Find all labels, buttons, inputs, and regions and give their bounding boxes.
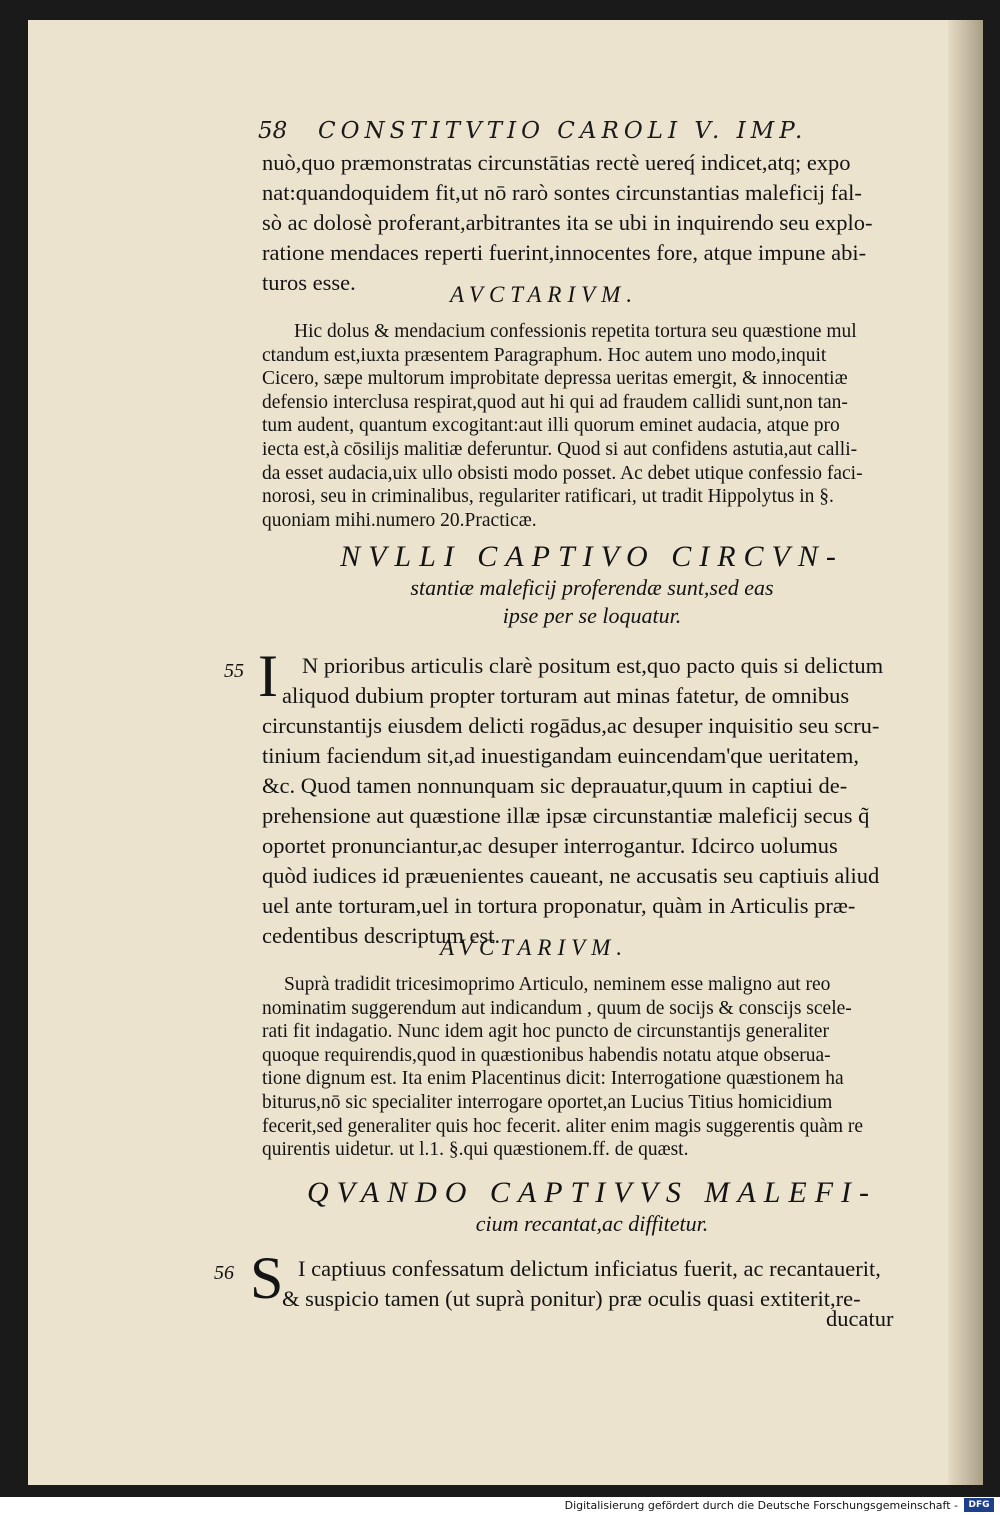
text-line: cedentibus descriptum est.	[262, 923, 501, 948]
catchword: ducatur	[826, 1306, 894, 1331]
text-line: prehensione aut quæstione illæ ipsæ circunstantiæ maleficij secus q̃	[262, 803, 870, 828]
running-head-title: CONSTITVTIO CAROLI V. IMP.	[318, 118, 808, 144]
text-line: Suprà tradidit tricesimoprimo Articulo, neminem esse maligno aut reo	[284, 974, 831, 995]
page-gutter	[948, 20, 983, 1485]
footer-text: Digitalisierung gefördert durch die Deutsche Forschungsgemeinschaft -	[564, 1499, 958, 1512]
text-line: ctandum est,iuxta præsentem Paragraphum. Hoc autem uno modo,inquit	[262, 344, 827, 366]
text-line: fecerit,sed generaliter quis hoc fecerit. aliter enim magis suggerentis quàm re	[262, 1115, 864, 1137]
paragraph-56	[262, 1254, 922, 1314]
text-line: da esset audacia,uix ullo obsisti modo posset. Ac debet utique confessio faci-	[262, 462, 863, 484]
text-line: oportet pronunciantur,ac desuper interrogantur. Idcirco uolumus	[262, 833, 838, 858]
section-heading-1	[262, 540, 922, 630]
text-line: aliquod dubium propter torturam aut minas fatetur, de omnibus	[282, 683, 850, 708]
text-line: quirentis uidetur. ut l.1. §.qui quæstionem.ff. de quæst.	[262, 1139, 689, 1161]
text-line: quoque requirendis,quod in quæstionibus habendis notatu atque obserua-	[262, 1044, 831, 1066]
text-line: rati fit indagatio. Nunc idem agit hoc puncto de circunstantijs generaliter	[262, 1021, 829, 1043]
text-line: nominatim suggerendum aut indicandum , quum de socijs & conscijs scele-	[262, 997, 852, 1019]
auctarium-heading-2: AVCTARIVM.	[440, 935, 629, 960]
text-line: biturus,nō sic specialiter interrogare oportet,an Lucius Titius homicidium	[262, 1091, 833, 1113]
drop-cap-1: I	[258, 643, 278, 709]
text-line: quoniam mihi.numero 20.Practicæ.	[262, 509, 537, 531]
text-line: ratione mendaces reperti fuerint,innocentes fore, atque impune abi-	[262, 240, 867, 265]
auctarium-paragraph-1	[262, 320, 922, 532]
heading-line: stantiæ maleficij proferendæ sunt,sed eas	[410, 575, 774, 600]
section-heading-2	[262, 1176, 922, 1238]
margin-number-55: 55	[224, 660, 244, 682]
text-line: nat:quandoquidem fit,ut nō rarò sontes circunstantias maleficij fal-	[262, 180, 862, 205]
dfg-logo-icon: DFG	[964, 1498, 994, 1512]
text-line: defensio interclusa respirat,quod aut hi qui ad fraudem callidi sunt,non tan-	[262, 391, 848, 413]
text-line: turos esse.	[262, 270, 356, 295]
text-line: tum audent, quantum excogitant:aut illi quorum eminet audacia, atque pro	[262, 415, 840, 437]
heading-line: ipse per se loquatur.	[502, 603, 682, 628]
margin-number-56: 56	[214, 1262, 234, 1284]
text-line: iecta est,à cōsilijs malitiæ deferuntur. Quod si aut confidens astutia,aut calli-	[262, 438, 858, 460]
text-line: & suspicio tamen (ut suprà ponitur) præ oculis quasi extiterit,re-	[282, 1286, 861, 1311]
text-line: norosi, seu in criminalibus, regulariter ratificari, ut tradit Hippolytus in §.	[262, 486, 834, 508]
heading-line: cium recantat,ac diffitetur.	[475, 1211, 709, 1236]
text-line: I captiuus confessatum delictum inficiatus fuerit, ac recantauerit,	[298, 1256, 881, 1281]
text-line: Hic dolus & mendacium confessionis repetita tortura seu quæstione mul	[294, 321, 857, 342]
paragraph-55	[262, 651, 922, 951]
heading-line: NVLLI CAPTIVO CIRCVN-	[340, 540, 844, 573]
text-line: circunstantijs eiusdem delicti rogādus,ac desuper inquisitio seu scru-	[262, 713, 880, 738]
text-line: tinium faciendum sit,ad inuestigandam euincendam'que ueritatem,	[262, 743, 859, 768]
text-line: tione dignum est. Ita enim Placentinus dicit: Interrogatione quæstionem ha	[262, 1068, 844, 1090]
auctarium-heading-1: AVCTARIVM.	[450, 282, 639, 307]
text-line: quòd iudices id præuenientes caueant, ne accusatis seu captiuis aliud	[262, 863, 880, 888]
paragraph-top	[262, 148, 922, 298]
text-line: sò ac dolosè proferant,arbitrantes ita se ubi in inquirendo seu explo-	[262, 210, 873, 235]
text-line: N prioribus articulis clarè positum est,quo pacto quis si delictum	[302, 653, 884, 678]
text-line: nuò,quo præmonstratas circunstātias rectè uereq́ indicet,atq; expo	[262, 150, 851, 175]
page-number: 58	[258, 118, 288, 144]
drop-cap-2: S	[250, 1245, 284, 1311]
text-line: uel ante torturam,uel in tortura proponatur, quàm in Articulis præ-	[262, 893, 856, 918]
heading-line: QVANDO CAPTIVVS MALEFI-	[306, 1176, 878, 1209]
text-line: Cicero, sæpe multorum improbitate depressa ueritas emergit, & innocentiæ	[262, 368, 848, 390]
text-line: &c. Quod tamen nonnunquam sic deprauatur,quum in captiui de-	[262, 773, 848, 798]
auctarium-paragraph-2	[262, 973, 922, 1162]
running-head	[258, 118, 858, 144]
